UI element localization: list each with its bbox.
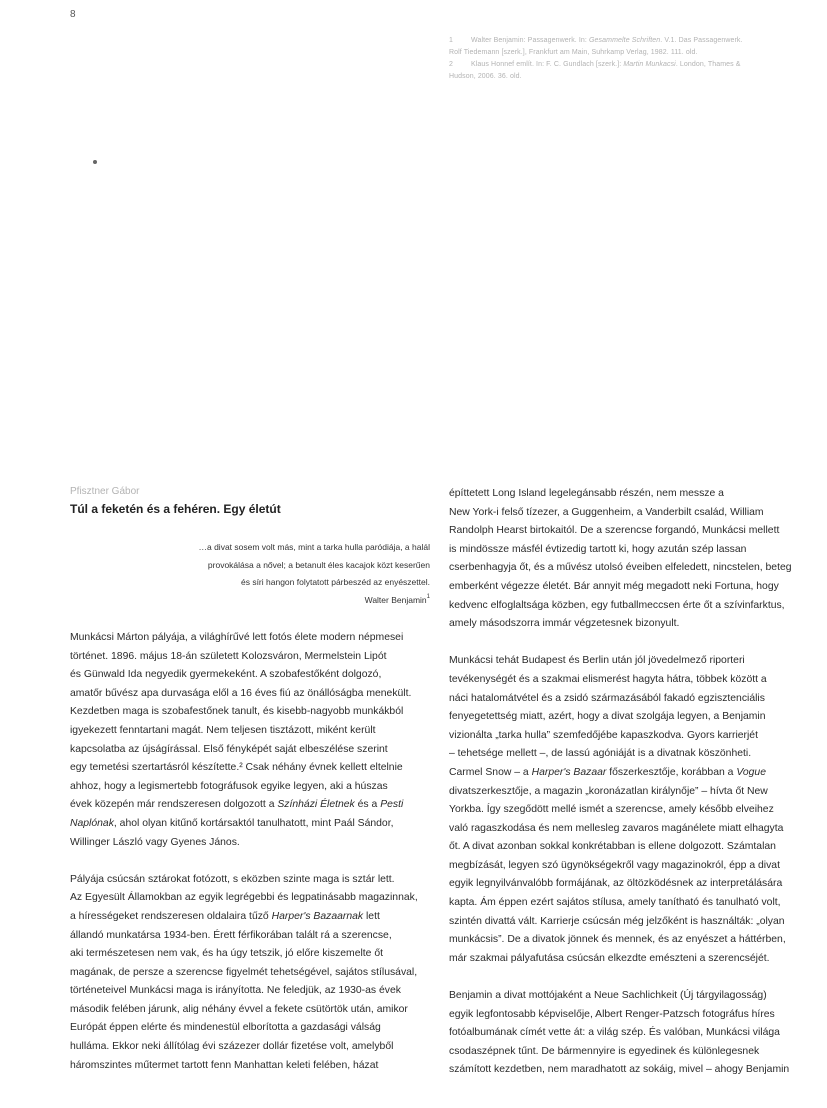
footnote-line: Hudson, 2006. 36. old. (449, 73, 522, 80)
body-line: évek közepén már rendszeresen dolgozott a Színházi Életnek és a Pesti (70, 799, 404, 811)
body-line: csodaszépnek tűnt. De bármennyire is egyedinek és különlegesnek (449, 1045, 760, 1057)
body-line: Carmel Snow – a Harper's Bazaar főszerkesztője, korábban a Vogue (449, 766, 766, 778)
footnote-number: 1 (449, 37, 453, 44)
body-line: történeteivel Munkácsi maga is irányította. Ne feledjük, az 1930-as évek (70, 985, 401, 997)
body-line: kedvenc elfoglaltsága közben, egy futballmeccsen érte őt a szívinfarktus, (449, 599, 785, 611)
publication-name: Színházi Életnek (277, 799, 355, 811)
body-line: egyik legfontosabb képviselője, Albert Renger-Patzsch fotográfus híres (449, 1008, 775, 1020)
body-line: szintén divattá vált. Karrierje csúcsán még jelzőként is használták: „olyan (449, 915, 785, 927)
body-line: állandó munkatársa 1934-ben. Érett férfikorában talált rá a szerencse, (70, 929, 392, 941)
body-line: tevékenységét és a szakmai elismerést hagyta hátra, többek között a (449, 673, 767, 685)
body-line: emberként végezze életét. Bár annyit még megadott neki Fortuna, hogy (449, 580, 779, 592)
footnote-line: Walter Benjamin: Passagenwerk. In: Gesammelte Schriften. V.1. Das Passagenwerk. (471, 37, 743, 44)
footnote-2 (449, 59, 801, 83)
body-line: Európát éppen elérte és mindenestül elborította a gazdasági válság (70, 1022, 381, 1034)
body-line: vizionálta „tarka hulla” szemfedőjébe kapaszkodva. Gyors karrierjét (449, 729, 758, 741)
body-paragraph (70, 871, 430, 1076)
body-line: megbízását, legyen szó ügynökségekről vagy magazinokról, épp a divat (449, 859, 780, 871)
cited-title: Martin Munkacsi (623, 61, 676, 68)
body-line: háromszintes műtermet tartott fenn Manhattan keleti felében, házat (70, 1059, 379, 1071)
body-paragraph (449, 652, 809, 968)
epigraph-line: és síri hangon folytatott párbeszéd az enyészettel. (240, 577, 430, 587)
epigraph-attribution: Walter Benjamin$^1$ (364, 593, 430, 605)
page-number: 8 (70, 9, 76, 20)
body-line: egyik legnyilvánvalóbb formájának, az öltözködésnek az interpretálására (449, 878, 783, 890)
body-line: is mindössze másfél évtizedig tartott ki, hogy azután szép lassan (449, 543, 747, 555)
body-line: egy temetési szertartásról készítette.² Csak néhány évnek kellett eltelnie (70, 762, 403, 774)
body-line: kapta. Ám éppen ezért sajátos stílusa, amely tanítható és tanulható volt, (449, 897, 781, 909)
epigraph-line: provokálása a nővel; a betanult éles kacajok közt keserűen (207, 559, 430, 570)
body-line: hulláma. Ekkor neki állítólag évi százezer dollár fizetése volt, amelyből (70, 1041, 394, 1053)
body-line: ahhoz, hogy a legismertebb fotográfusok egyike legyen, aki a húszas (70, 780, 388, 792)
footnote-line: Rolf Tiedemann [szerk.], Frankfurt am Main, Suhrkamp Verlag, 1982. 111. old. (449, 49, 698, 56)
body-line: számított kezdetben, nem maradhatott az sokáig, mivel – ahogy Benjamin (449, 1064, 790, 1076)
body-line: amatőr bűvész apa durvasága elől a 16 éves fiú az önállóságba menekült. (70, 687, 412, 699)
body-line: Benjamin a divat mottójaként a Neue Sachlichkeit (Új tárgyilagosság) (449, 990, 767, 1002)
body-paragraph (70, 629, 430, 852)
article-author: Pfisztner Gábor (70, 486, 140, 497)
body-line: Randolph Hearst birtokaitól. De a szerencse forgandó, Munkácsi mellett (449, 525, 780, 537)
body-line: Kezdetben maga is szobafestőnek tanult, és kisebb-nagyobb munkákból (70, 706, 404, 718)
footnote-ref: 1 (426, 593, 430, 600)
body-line: történet. 1896. május 18-án született Kolozsváron, Mermelstein Lipót (70, 650, 387, 662)
publication-name: Pesti (380, 799, 404, 811)
body-line: amely másodszorra immár végzetesnek bizonyult. (449, 618, 680, 630)
body-line: Munkácsi tehát Budapest és Berlin után jól jövedelmező riporteri (449, 655, 745, 667)
left-column (70, 629, 430, 1094)
body-line: Yorkba. Így szegődött mellé ismét a szerencse, amely később elveihez (449, 804, 774, 816)
body-paragraph (449, 485, 809, 634)
publication-name: Harper's Bazaarnak (271, 910, 364, 922)
body-line: Willinger László vagy Gyenes János. (70, 836, 240, 848)
publication-name: Harper's Bazaar (531, 766, 607, 778)
body-line: igyekezett fenntartani magát. Nem teljesen tisztázott, miként került (70, 724, 376, 736)
publication-name: Naplónak (70, 817, 114, 829)
footnotes (449, 35, 801, 83)
body-line: a hírességeket rendszeresen oldalaira tűző Harper's Bazaarnak lett (70, 910, 380, 922)
publication-name: Vogue (736, 766, 766, 778)
body-line: kapcsolatba az újságírással. Első fényképét saját elbeszélése szerint (70, 743, 388, 755)
article-title: Túl a feketén és a fehéren. Egy életút (70, 502, 281, 516)
body-line: divatszerkesztője, a magazin „koronázatlan királynője” – hívta őt New (449, 785, 768, 797)
body-paragraph (449, 987, 809, 1080)
body-line: cserbenhagyja őt, és a művész utolsó éveiben elfeledett, nincstelen, beteg (449, 562, 792, 574)
body-line: őt. A divat azonban sokkal konkrétabban is ellene dolgozott. Számtalan (449, 841, 776, 853)
footnote-1 (449, 35, 801, 59)
body-line: Munkácsi Márton pályája, a világhírűvé lett fotós élete modern népmesei (70, 632, 404, 643)
body-line: való ragaszkodása és nem mellesleg zavaros magánélete miatt elhagyta (449, 822, 784, 834)
body-line: már szakmai pályafutása csúcsán elkezdte emészteni a szerencséjét. (449, 952, 770, 964)
body-line: aki természetesen nem vak, és ha úgy tetszik, jó előre kiszemelte őt (70, 948, 384, 960)
body-line: magának, de persze a szerencse figyelmét tehetségével, sajátos stílusával, (70, 966, 418, 978)
footnote-line: Klaus Honnef említ. In: F. C. Gundlach [szerk.]: Martin Munkacsi. London, Thames & (471, 61, 741, 68)
ornament-dot (93, 160, 97, 164)
cited-title: Gesammelte Schriften (589, 37, 661, 44)
body-line: náci hatalomátvétel és a zsidó származásából fakadó egzisztenciális (449, 692, 765, 704)
body-line: Pályája csúcsán sztárokat fotózott, s eközben szinte maga is sztár lett. (70, 873, 395, 885)
body-line: második felében járunk, alig néhány évvel a fekete csütörtök után, amikor (70, 1003, 408, 1015)
right-column (449, 485, 809, 1099)
footnote-number: 2 (449, 61, 453, 68)
epigraph (150, 539, 430, 609)
body-line: fenyegetettség miatt, azért, hogy a divat szolgája legyen, a Benjamin (449, 711, 766, 723)
body-line: Az Egyesült Államokban az egyik legrégebbi és legpatinásabb magazinnak, (70, 892, 418, 904)
body-line: New York-i felső tízezer, a Guggenheim, a Vanderbilt család, William (449, 506, 764, 518)
body-line: és Günwald Ida negyedik gyermekeként. A szobafestőként dolgozó, (70, 669, 382, 681)
body-line: Naplónak, ahol olyan kitűnő kortársaktól tanulhatott, mint Paál Sándor, (70, 817, 394, 829)
body-line: építtetett Long Island legelegánsabb részén, nem messze a (449, 488, 724, 499)
body-line: fotóalbumának címét vette át: a világ szép. És valóban, Munkácsi világa (449, 1027, 780, 1039)
body-line: munkácsis”. De a divatok jönnek és mennek, és az enyészet a háttérben, (449, 934, 786, 946)
epigraph-line: …a divat sosem volt más, mint a tarka hulla paródiája, a halál (198, 542, 430, 552)
body-line: – tehetsége mellett –, de lassú agóniáját is a divatnak köszönheti. (449, 748, 752, 760)
